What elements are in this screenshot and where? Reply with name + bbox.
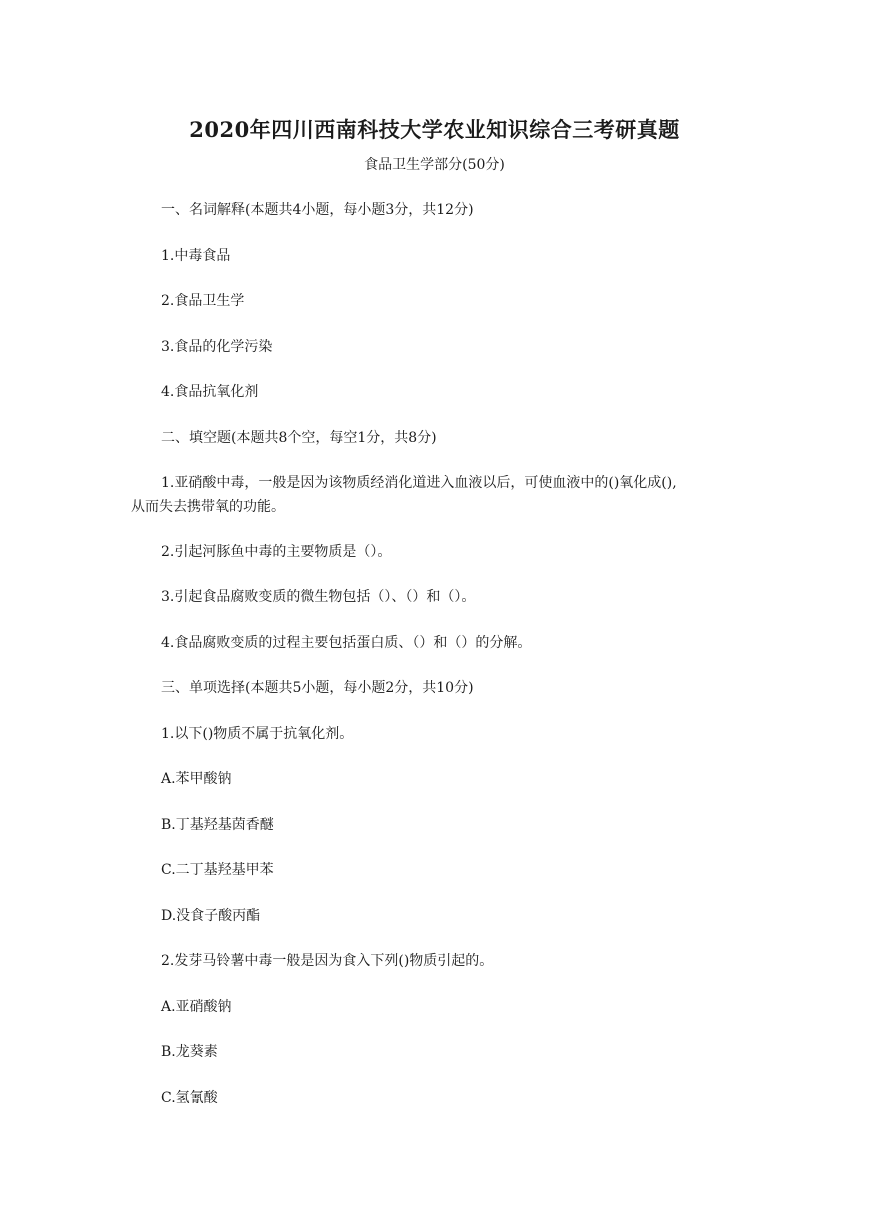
option-line: A.苯甲酸钠 <box>161 771 232 787</box>
question-line: 2.发芽马铃薯中毒一般是因为食入下列()物质引起的。 <box>161 953 494 969</box>
option-line: C.二丁基羟基甲苯 <box>161 862 274 878</box>
option-line: A.亚硝酸钠 <box>161 999 232 1015</box>
question-line: 2.引起河豚鱼中毒的主要物质是（）。 <box>161 544 392 560</box>
option-line: C.氢氰酸 <box>161 1090 218 1106</box>
question-line-continuation: 从而失去携带氧的功能。 <box>131 499 285 515</box>
option-line: B.丁基羟基茵香醚 <box>161 817 274 833</box>
question-line: 1.亚硝酸中毒，一般是因为该物质经消化道进入血液以后，可使血液中的()氧化成(), <box>161 475 677 491</box>
section-heading-3: 三、单项选择(本题共5小题，每小题2分，共10分) <box>161 680 474 696</box>
question-line: 1.中毒食品 <box>161 248 231 264</box>
option-line: D.没食子酸丙酯 <box>161 908 261 924</box>
option-line: B.龙葵素 <box>161 1044 218 1060</box>
question-line: 4.食品抗氧化剂 <box>161 384 259 400</box>
question-line: 2.食品卫生学 <box>161 293 245 309</box>
question-line: 3.食品的化学污染 <box>161 339 273 355</box>
section-heading-1: 一、名词解释(本题共4小题，每小题3分，共12分) <box>161 202 474 218</box>
question-line: 4.食品腐败变质的过程主要包括蛋白质、（）和（）的分解。 <box>161 635 532 651</box>
question-line: 1.以下()物质不属于抗氧化剂。 <box>161 726 354 742</box>
question-line: 3.引起食品腐败变质的微生物包括（）、（）和（）。 <box>161 589 476 605</box>
document-subtitle: 食品卫生学部分(50分) <box>364 157 505 173</box>
document-title: 2020年四川西南科技大学农业知识综合三考研真题 <box>189 117 680 142</box>
section-heading-2: 二、填空题(本题共8个空，每空1分，共8分) <box>161 430 437 446</box>
